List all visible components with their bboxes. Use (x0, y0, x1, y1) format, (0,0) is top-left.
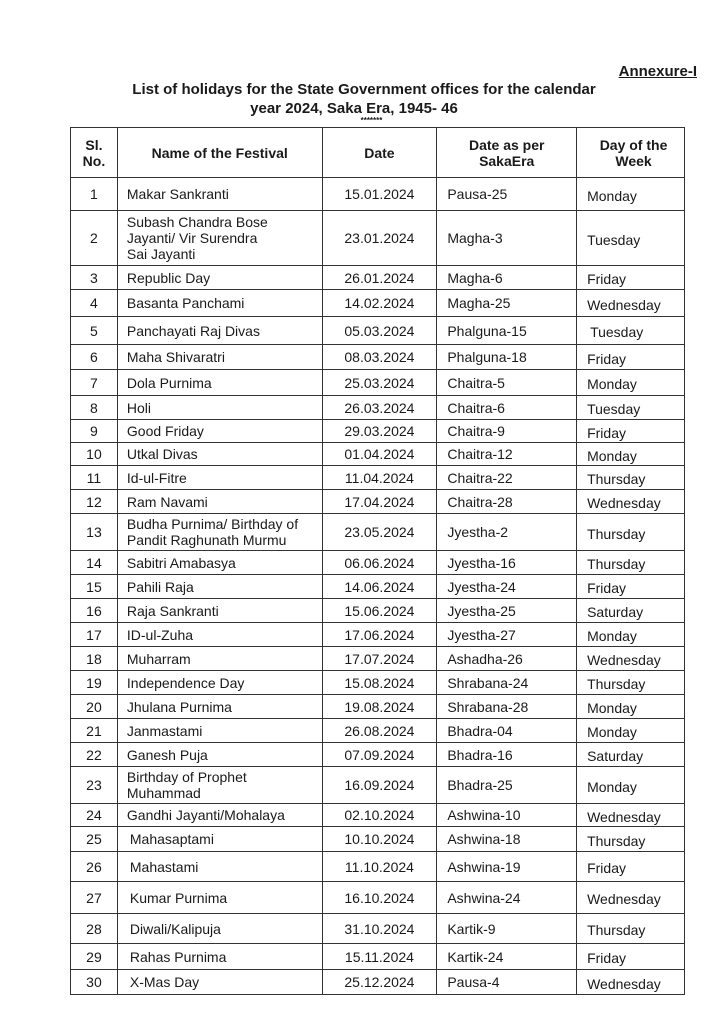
festival-name-line: Kumar Purnima (129, 889, 228, 906)
cell-sl-no: 27 (71, 882, 118, 914)
festival-name-line: Mahasaptami (129, 831, 214, 847)
cell-date: 11.04.2024 (322, 466, 437, 490)
festival-name-line: Good Friday (126, 423, 204, 439)
festival-name-line: Ram Navami (126, 493, 208, 510)
cell-saka-date: Ashadha-26 (437, 647, 577, 671)
table-row (71, 882, 685, 914)
cell-day-of-week: Tuesday (577, 317, 685, 345)
table-row (71, 370, 685, 396)
cell-day-of-week: Friday (577, 944, 685, 970)
table-row (71, 914, 685, 944)
table-row (71, 178, 685, 211)
table-row (71, 599, 685, 623)
cell-festival-name (117, 599, 322, 623)
cell-saka-date: Shrabana-28 (437, 695, 577, 719)
table-row (71, 514, 685, 551)
cell-sl-no: 17 (71, 623, 118, 647)
cell-saka-date: Jyestha-16 (437, 551, 577, 575)
cell-date: 25.03.2024 (322, 370, 437, 396)
festival-name-line: Maha Shivaratri (126, 349, 225, 365)
cell-sl-no: 14 (71, 551, 118, 575)
cell-date: 26.08.2024 (322, 719, 437, 743)
cell-festival-name (117, 178, 322, 211)
cell-date: 29.03.2024 (322, 420, 437, 443)
title-line-1: List of holidays for the State Government offices for the calendar (132, 81, 596, 98)
cell-sl-no: 9 (71, 420, 118, 443)
festival-name-line: Subash Chandra Bose (126, 214, 268, 230)
cell-date: 05.03.2024 (322, 317, 437, 345)
cell-day-of-week: Friday (577, 575, 685, 599)
festival-name-line: Muhammad (126, 785, 201, 801)
festival-name-line: Panchayati Raj Divas (126, 322, 260, 339)
table-row (71, 575, 685, 599)
table-row (71, 623, 685, 647)
cell-day-of-week: Thursday (577, 827, 685, 852)
festival-name-line: Pahili Raja (126, 578, 194, 595)
cell-sl-no: 25 (71, 827, 118, 852)
cell-saka-date: Jyestha-2 (437, 514, 577, 551)
cell-day-of-week: Tuesday (577, 211, 685, 266)
cell-date: 15.11.2024 (322, 944, 437, 970)
cell-festival-name (117, 970, 322, 995)
table-row (71, 443, 685, 466)
cell-day-of-week: Monday (577, 767, 685, 804)
cell-day-of-week: Thursday (577, 514, 685, 551)
cell-sl-no: 23 (71, 767, 118, 804)
cell-festival-name (117, 575, 322, 599)
cell-sl-no: 11 (71, 466, 118, 490)
cell-sl-no: 19 (71, 671, 118, 695)
cell-day-of-week: Monday (577, 370, 685, 396)
cell-festival-name (117, 804, 322, 827)
cell-festival-name (117, 719, 322, 743)
cell-date: 16.10.2024 (322, 882, 437, 914)
table-row (71, 743, 685, 767)
cell-festival-name (117, 490, 322, 514)
festival-name-line: Pandit Raghunath Murmu (126, 532, 287, 548)
cell-date: 31.10.2024 (322, 914, 437, 944)
cell-sl-no: 30 (71, 970, 118, 995)
cell-saka-date: Ashwina-18 (437, 827, 577, 852)
cell-sl-no: 12 (71, 490, 118, 514)
separator: ******* (360, 116, 383, 125)
cell-sl-no: 18 (71, 647, 118, 671)
holiday-table (70, 127, 685, 995)
cell-date: 08.03.2024 (322, 345, 437, 370)
cell-saka-date: Bhadra-04 (437, 719, 577, 743)
cell-date: 15.06.2024 (322, 599, 437, 623)
cell-saka-date: Chaitra-12 (437, 443, 577, 466)
table-row (71, 551, 685, 575)
cell-date: 07.09.2024 (322, 743, 437, 767)
cell-festival-name (117, 914, 322, 944)
cell-saka-date: Pausa-4 (437, 970, 577, 995)
table-row (71, 466, 685, 490)
table-row (71, 852, 685, 882)
table-row (71, 345, 685, 370)
cell-sl-no: 5 (71, 317, 118, 345)
cell-day-of-week: Monday (577, 178, 685, 211)
cell-day-of-week: Saturday (577, 599, 685, 623)
festival-name-line: Jhulana Purnima (126, 698, 232, 715)
festival-name-line: Janmastami (126, 722, 203, 739)
cell-date: 16.09.2024 (322, 767, 437, 804)
festival-name-line: Independence Day (126, 674, 245, 691)
cell-date: 25.12.2024 (322, 970, 437, 995)
cell-saka-date: Chaitra-22 (437, 466, 577, 490)
festival-name-line: Budha Purnima/ Birthday of (126, 516, 299, 532)
cell-festival-name (117, 944, 322, 970)
cell-sl-no: 22 (71, 743, 118, 767)
cell-sl-no: 8 (71, 396, 118, 420)
cell-sl-no: 7 (71, 370, 118, 396)
table-row (71, 211, 685, 266)
festival-name-line: Holi (126, 399, 152, 416)
festival-name-line: Sai Jayanti (126, 246, 196, 262)
cell-saka-date: Jyestha-27 (437, 623, 577, 647)
festival-name-line: Dola Purnima (126, 374, 212, 391)
cell-sl-no: 15 (71, 575, 118, 599)
cell-sl-no: 29 (71, 944, 118, 970)
cell-date: 23.01.2024 (322, 211, 437, 266)
table-row (71, 695, 685, 719)
table-row (71, 719, 685, 743)
festival-name-line: Id-ul-Fitre (126, 469, 187, 486)
cell-saka-date: Chaitra-9 (437, 420, 577, 443)
festival-name-line: Sabitri Amabasya (126, 554, 236, 571)
cell-festival-name (117, 671, 322, 695)
cell-sl-no: 10 (71, 443, 118, 466)
cell-day-of-week: Wednesday (577, 490, 685, 514)
cell-festival-name (117, 623, 322, 647)
document-title (0, 80, 700, 118)
cell-sl-no: 1 (71, 178, 118, 211)
table-row (71, 827, 685, 852)
cell-sl-no: 24 (71, 804, 118, 827)
festival-name-line: Gandhi Jayanti/Mohalaya (126, 807, 285, 823)
table-row (71, 804, 685, 827)
cell-saka-date: Chaitra-6 (437, 396, 577, 420)
cell-sl-no: 16 (71, 599, 118, 623)
cell-saka-date: Magha-3 (437, 211, 577, 266)
annexure-label: Annexure-I (618, 63, 697, 80)
cell-day-of-week: Thursday (577, 551, 685, 575)
festival-name-line: Makar Sankranti (126, 186, 229, 202)
cell-date: 02.10.2024 (322, 804, 437, 827)
festival-name-line: Rahas Purnima (129, 948, 227, 965)
festival-name-line: Utkal Divas (126, 446, 198, 462)
cell-festival-name (117, 852, 322, 882)
cell-day-of-week: Thursday (577, 466, 685, 490)
cell-saka-date: Phalguna-15 (437, 317, 577, 345)
cell-date: 15.01.2024 (322, 178, 437, 211)
cell-date: 23.05.2024 (322, 514, 437, 551)
cell-date: 10.10.2024 (322, 827, 437, 852)
cell-date: 14.06.2024 (322, 575, 437, 599)
festival-name-line: Muharram (126, 650, 191, 667)
header-festival-name: Name of the Festival (117, 128, 322, 178)
cell-day-of-week: Wednesday (577, 647, 685, 671)
cell-festival-name (117, 290, 322, 317)
festival-name-line: Ganesh Puja (126, 746, 208, 763)
cell-day-of-week: Wednesday (577, 290, 685, 317)
cell-saka-date: Shrabana-24 (437, 671, 577, 695)
cell-day-of-week: Friday (577, 852, 685, 882)
cell-day-of-week: Tuesday (577, 396, 685, 420)
cell-sl-no: 13 (71, 514, 118, 551)
cell-date: 15.08.2024 (322, 671, 437, 695)
cell-festival-name (117, 396, 322, 420)
cell-day-of-week: Monday (577, 695, 685, 719)
cell-saka-date: Kartik-24 (437, 944, 577, 970)
table-row (71, 767, 685, 804)
table-row (71, 266, 685, 290)
table-row (71, 317, 685, 345)
table-row (71, 671, 685, 695)
cell-festival-name (117, 420, 322, 443)
cell-festival-name (117, 266, 322, 290)
cell-date: 26.03.2024 (322, 396, 437, 420)
cell-festival-name (117, 443, 322, 466)
table-row (71, 396, 685, 420)
cell-festival-name (117, 767, 322, 804)
cell-sl-no: 3 (71, 266, 118, 290)
cell-festival-name (117, 695, 322, 719)
table-row (71, 420, 685, 443)
cell-day-of-week: Friday (577, 420, 685, 443)
festival-name-line: Birthday of Prophet (126, 769, 247, 785)
cell-saka-date: Ashwina-10 (437, 804, 577, 827)
cell-date: 17.06.2024 (322, 623, 437, 647)
cell-date: 19.08.2024 (322, 695, 437, 719)
cell-date: 14.02.2024 (322, 290, 437, 317)
cell-saka-date: Kartik-9 (437, 914, 577, 944)
festival-name-line: Mahastami (129, 858, 199, 875)
cell-sl-no: 6 (71, 345, 118, 370)
header-saka-date: Date as per SakaEra (437, 128, 577, 178)
cell-date: 17.07.2024 (322, 647, 437, 671)
cell-sl-no: 20 (71, 695, 118, 719)
header-sl-no: Sl. No. (71, 128, 118, 178)
cell-festival-name (117, 345, 322, 370)
cell-date: 01.04.2024 (322, 443, 437, 466)
cell-sl-no: 4 (71, 290, 118, 317)
table-row (71, 647, 685, 671)
cell-saka-date: Pausa-25 (437, 178, 577, 211)
cell-day-of-week: Wednesday (577, 882, 685, 914)
cell-day-of-week: Friday (577, 266, 685, 290)
table-row (71, 290, 685, 317)
cell-day-of-week: Thursday (577, 671, 685, 695)
festival-name-line: X-Mas Day (129, 974, 200, 990)
festival-name-line: ID-ul-Zuha (126, 626, 194, 643)
cell-date: 06.06.2024 (322, 551, 437, 575)
header-date: Date (322, 128, 437, 178)
cell-festival-name (117, 882, 322, 914)
cell-date: 17.04.2024 (322, 490, 437, 514)
cell-saka-date: Ashwina-19 (437, 852, 577, 882)
cell-saka-date: Phalguna-18 (437, 345, 577, 370)
cell-day-of-week: Monday (577, 719, 685, 743)
cell-festival-name (117, 827, 322, 852)
table-header-row (71, 128, 685, 178)
cell-festival-name (117, 211, 322, 266)
cell-day-of-week: Friday (577, 345, 685, 370)
cell-sl-no: 2 (71, 211, 118, 266)
cell-date: 11.10.2024 (322, 852, 437, 882)
festival-name-line: Republic Day (126, 269, 211, 286)
cell-festival-name (117, 647, 322, 671)
cell-day-of-week: Wednesday (577, 804, 685, 827)
table-row (71, 944, 685, 970)
cell-sl-no: 26 (71, 852, 118, 882)
cell-day-of-week: Monday (577, 443, 685, 466)
cell-festival-name (117, 317, 322, 345)
cell-sl-no: 21 (71, 719, 118, 743)
cell-saka-date: Chaitra-28 (437, 490, 577, 514)
cell-saka-date: Bhadra-25 (437, 767, 577, 804)
festival-name-line: Diwali/Kalipuja (129, 920, 221, 937)
cell-day-of-week: Thursday (577, 914, 685, 944)
cell-saka-date: Jyestha-24 (437, 575, 577, 599)
cell-festival-name (117, 551, 322, 575)
header-day-of-week: Day of the Week (577, 128, 685, 178)
cell-saka-date: Magha-25 (437, 290, 577, 317)
festival-name-line: Jayanti/ Vir Surendra (126, 230, 258, 246)
title-line-2: year 2024, Saka Era, 1945- 46 (250, 100, 458, 117)
cell-saka-date: Jyestha-25 (437, 599, 577, 623)
cell-day-of-week: Saturday (577, 743, 685, 767)
festival-name-line: Raja Sankranti (126, 602, 219, 619)
cell-festival-name (117, 370, 322, 396)
cell-date: 26.01.2024 (322, 266, 437, 290)
cell-festival-name (117, 514, 322, 551)
cell-day-of-week: Monday (577, 623, 685, 647)
cell-saka-date: Ashwina-24 (437, 882, 577, 914)
cell-festival-name (117, 466, 322, 490)
cell-festival-name (117, 743, 322, 767)
table-row (71, 970, 685, 995)
cell-sl-no: 28 (71, 914, 118, 944)
cell-saka-date: Bhadra-16 (437, 743, 577, 767)
festival-name-line: Basanta Panchami (126, 295, 245, 311)
cell-saka-date: Magha-6 (437, 266, 577, 290)
table-row (71, 490, 685, 514)
cell-saka-date: Chaitra-5 (437, 370, 577, 396)
cell-day-of-week: Wednesday (577, 970, 685, 995)
